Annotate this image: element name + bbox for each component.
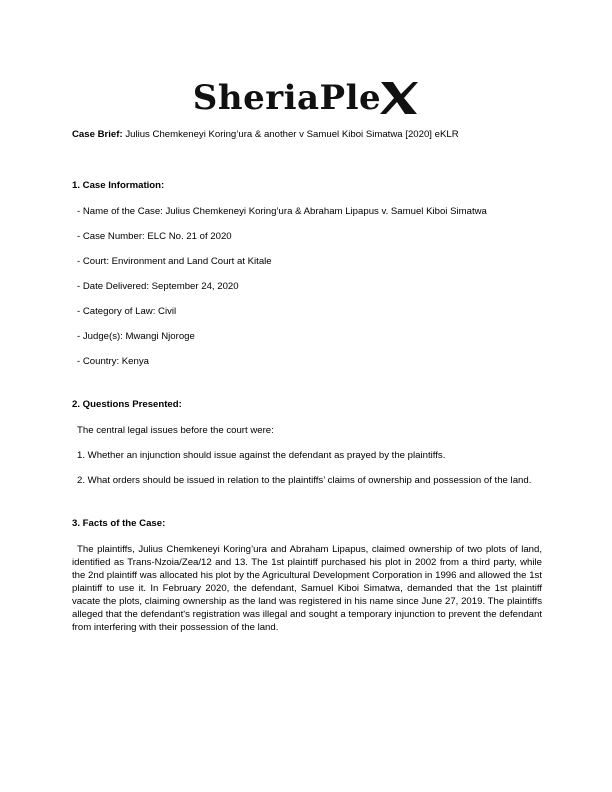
case-info-court: - Court: Environment and Land Court at Kitale — [77, 256, 272, 267]
questions-intro: The central legal issues before the court were: — [77, 425, 274, 436]
case-information-heading: 1. Case Information: — [72, 180, 165, 191]
case-info-category: - Category of Law: Civil — [77, 306, 177, 317]
case-brief-title: Julius Chemkeneyi Koring’ura & another v Samuel Kiboi Simatwa [2020] eKLR — [125, 129, 459, 140]
logo-wordmark: SheriaPle — [192, 78, 382, 118]
facts-heading: 3. Facts of the Case: — [72, 518, 166, 529]
case-brief-label: Case Brief: — [72, 129, 123, 140]
case-info-number: - Case Number: ELC No. 21 of 2020 — [77, 231, 232, 242]
facts-paragraph: The plaintiffs, Julius Chemkeneyi Koring’ura and Abraham Lipapus, claimed ownership of two plots of land, identified as Trans-Nzoia/Zea/12 and 13. The 1st plaintiff purchased his plot in 2002 from a third party, while the 2nd plaintiff was allocated his plot by the Agricultural Development Corporation in 1996 and allowed the 1st plaintiff to use it. In February 2020, the defendant, Samuel Kiboi Simatwa, demanded that the 1st plaintiff vacate the plots, claiming ownership as the land was registered in his name since June 27, 2019. The plaintiffs alleged that the defendant's registration was illegal and sought a temporary injunction to prevent the defendant from interfering with their possession of the land. — [72, 544, 542, 633]
x-mark-icon — [379, 80, 419, 116]
questions-presented-heading: 2. Questions Presented: — [72, 399, 182, 410]
question-1: 1. Whether an injunction should issue against the defendant as prayed by the plaintiffs. — [77, 450, 446, 461]
sheriaplex-logo — [0, 76, 612, 120]
case-brief-line — [72, 128, 542, 141]
case-info-judge: - Judge(s): Mwangi Njoroge — [77, 331, 195, 342]
document-body — [72, 128, 542, 634]
case-info-name: - Name of the Case: Julius Chemkeneyi Koring’ura & Abraham Lipapus v. Samuel Kiboi Simatwa — [77, 206, 487, 217]
case-info-country: - Country: Kenya — [77, 356, 149, 367]
question-2: 2. What orders should be issued in relation to the plaintiffs’ claims of ownership and possession of the land. — [77, 475, 532, 486]
case-info-date: - Date Delivered: September 24, 2020 — [77, 281, 239, 292]
